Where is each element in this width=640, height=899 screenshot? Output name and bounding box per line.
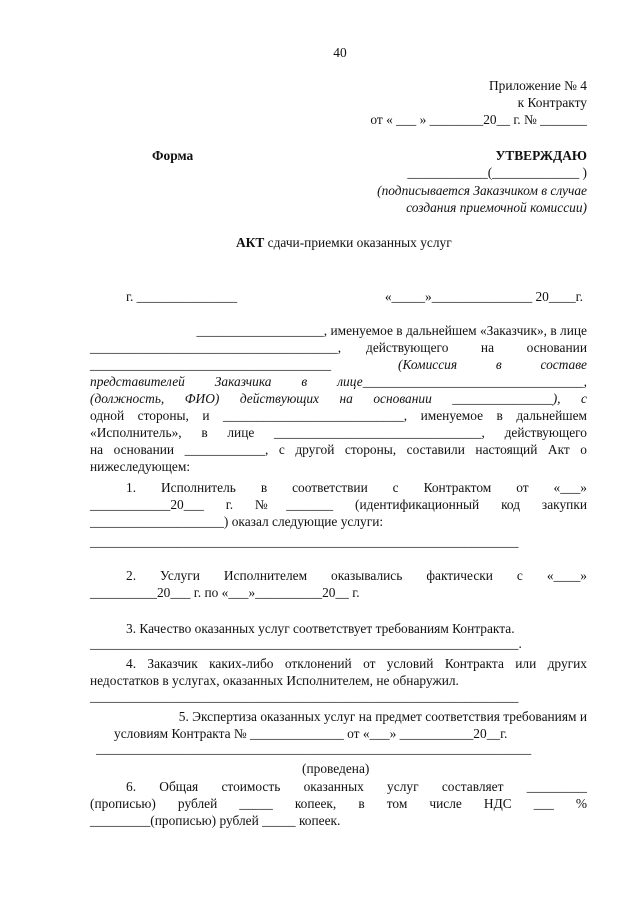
- body-line: ____________________________________: [90, 357, 332, 372]
- body-line: одной стороны, и ___________________________, именуемое в дальнейшем: [90, 408, 587, 423]
- item-3-line: 3. Качество оказанных услуг соответствует требованиям Контракта.: [126, 621, 515, 636]
- body-line: _____________________________________,: [90, 340, 342, 355]
- item-1-line: ____________________) оказал следующие услуги:: [90, 514, 384, 529]
- item-5-line: 5. Экспертиза оказанных услуг на предмет соответствия требованиям и: [178, 709, 587, 724]
- appendix-number: Приложение № 4: [488, 78, 587, 93]
- item-4-line: недостатков в услугах, оказанных Исполнителем, не обнаружил.: [90, 673, 459, 688]
- body-line: на основании ____________, с другой стороны, составили настоящий Акт о: [90, 442, 587, 457]
- item-6-line: _________(прописью) рублей _____ копеек.: [90, 813, 341, 828]
- place-field: г. _______________: [126, 289, 238, 304]
- body-line: действующего на основании: [366, 340, 587, 355]
- approve-note: создания приемочной комиссии): [406, 200, 587, 215]
- item-1-line: ____________20___ г. №_______ (идентификационный код закупки: [90, 497, 587, 512]
- page-number: 40: [333, 45, 347, 60]
- body-line: представителей Заказчика в лице_________________________________,: [90, 374, 587, 389]
- item-6-line: 6. Общая стоимость оказанных услуг составляет _________: [126, 779, 587, 794]
- body-line: нижеследующем:: [90, 459, 191, 474]
- approve-signature-line: ____________(_____________ ): [407, 165, 587, 180]
- document-title: [236, 234, 452, 251]
- body-line: (должность, ФИО) действующих на основании _______________), с: [90, 391, 587, 406]
- body-line: «Исполнитель», в лице _______________________________, действующего: [90, 425, 587, 440]
- item-4-line: 4. Заказчик каких-либо отклонений от условий Контракта или других: [126, 656, 587, 671]
- item-5-note: (проведена): [302, 761, 370, 776]
- approve-note: (подписывается Заказчиком в случае: [377, 183, 587, 198]
- title-act: АКТ: [236, 235, 265, 250]
- date-field: «_____»_______________ 20____г.: [384, 289, 583, 304]
- body-line: ___________________, именуемое в дальнейшем «Заказчик», в лице: [196, 323, 587, 338]
- item-4-line: ________________________________________________________________: [90, 689, 519, 704]
- item-5-line: условиям Контракта № ______________ от «___» ___________20__г.: [114, 726, 508, 741]
- item-6-line: (прописью) рублей _____ копеек, в том числе НДС ___ %: [90, 796, 587, 811]
- title-rest: сдачи-приемки оказанных услуг: [264, 235, 452, 250]
- appendix-date-number: от « ___ » ________20__ г. № _______: [370, 112, 587, 127]
- approve-title: УТВЕРЖДАЮ: [495, 148, 587, 163]
- item-2-line: 2. Услуги Исполнителем оказывались фактически с «____»: [126, 568, 587, 583]
- body-line: (Комиссия в составе: [398, 357, 587, 372]
- appendix-contract: к Контракту: [517, 95, 587, 110]
- item-3-line: ________________________________________________________________.: [90, 636, 522, 651]
- form-label: Форма: [152, 148, 194, 163]
- item-1-line: 1. Исполнитель в соответствии с Контрактом от «___»: [126, 480, 587, 495]
- item-1-line: ________________________________________________________________: [90, 534, 519, 549]
- item-2-line: __________20___ г. по «___»__________20__ г.: [90, 585, 360, 600]
- item-5-line: _________________________________________________________________: [96, 741, 532, 756]
